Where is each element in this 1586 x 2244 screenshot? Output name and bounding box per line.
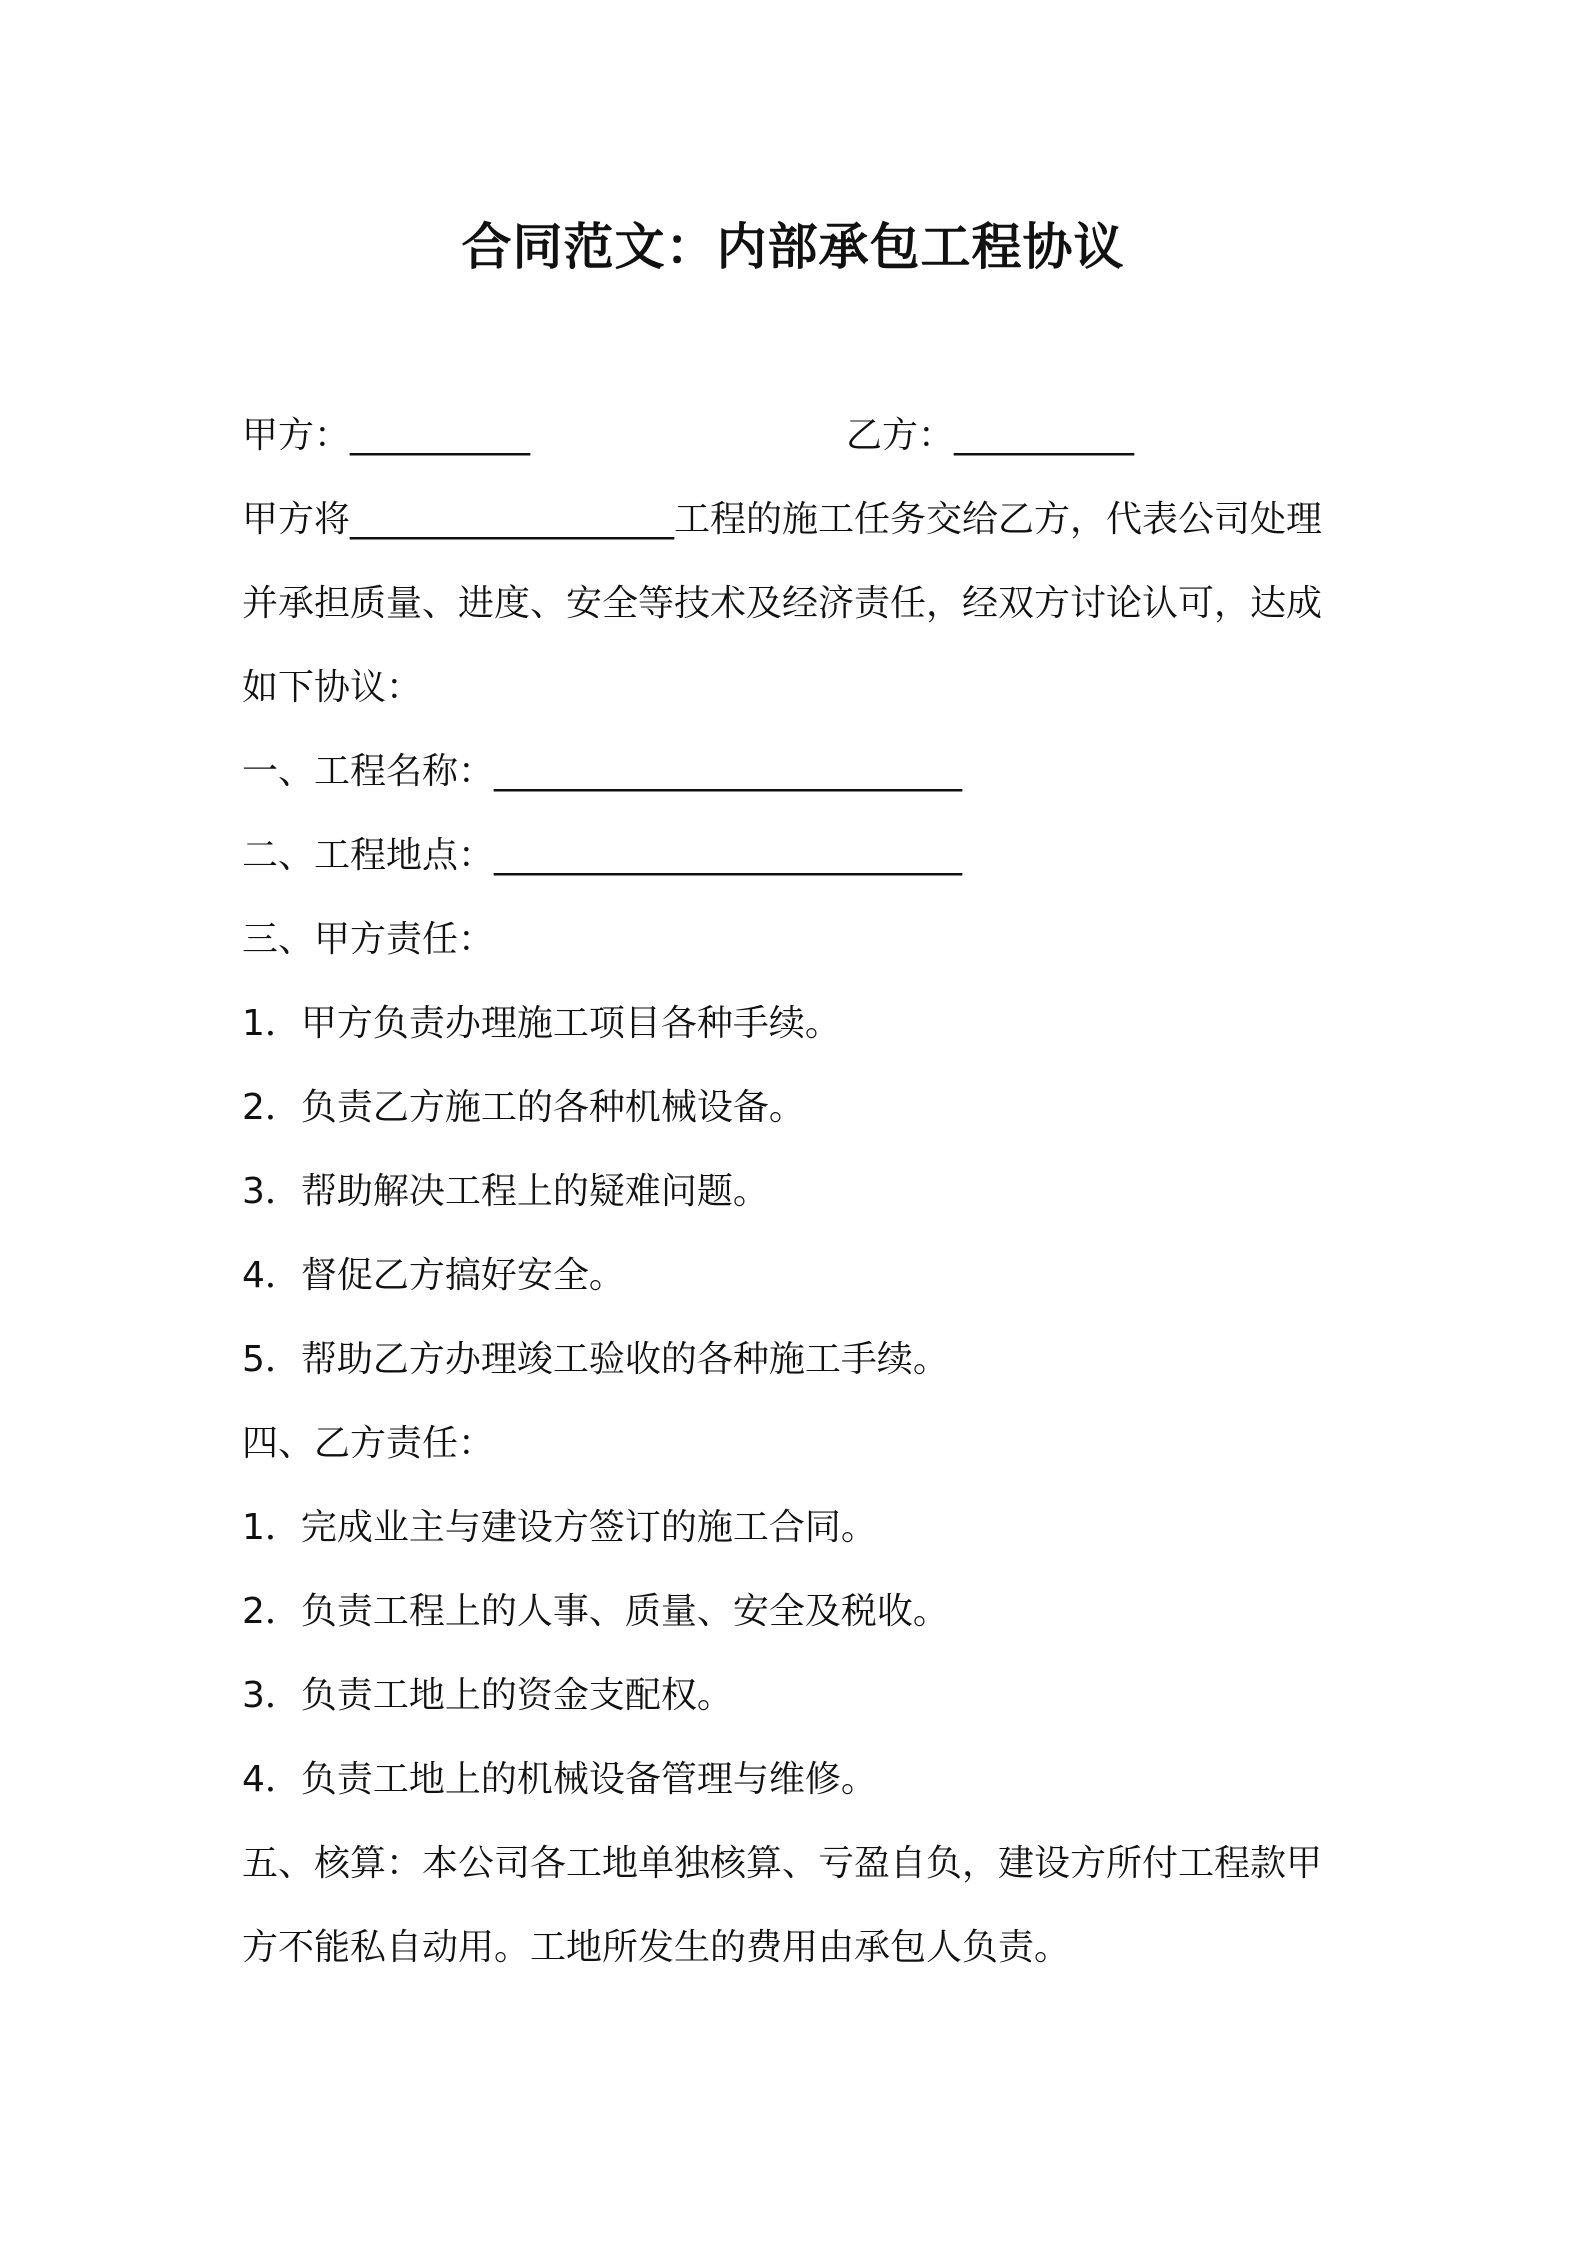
party-a-duty-item: 3．帮助解决工程上的疑难问题。 xyxy=(242,1171,769,1212)
accounting-line-1: 五、核算：本公司各工地单独核算、亏盈自负，建设方所付工程款甲 xyxy=(242,1843,1323,1884)
intro-line-3: 如下协议： xyxy=(242,667,423,708)
intro-line-1: 甲方将__________________工程的施工任务交给乙方，代表公司处理 xyxy=(242,499,1323,540)
party-b-duty-item: 3．负责工地上的资金支配权。 xyxy=(242,1675,733,1716)
party-b-line: 乙方：__________ xyxy=(846,415,1135,456)
party-a-duty-item: 4．督促乙方搞好安全。 xyxy=(242,1255,625,1296)
party-a-duty-item: 2．负责乙方施工的各种机械设备。 xyxy=(242,1087,805,1128)
party-b-duty-item: 2．负责工程上的人事、质量、安全及税收。 xyxy=(242,1591,949,1632)
party-a-duty-item: 5．帮助乙方办理竣工验收的各种施工手续。 xyxy=(242,1339,949,1380)
intro-line-2: 并承担质量、进度、安全等技术及经济责任，经双方讨论认可，达成 xyxy=(242,583,1323,624)
party-a-line: 甲方：__________ xyxy=(242,415,531,456)
party-b-duty-item: 1．完成业主与建设方签订的施工合同。 xyxy=(242,1507,877,1548)
accounting-line-2: 方不能私自动用。工地所发生的费用由承包人负责。 xyxy=(242,1927,1071,1968)
party-a-duty-item: 1．甲方负责办理施工项目各种手续。 xyxy=(242,1003,841,1044)
document-title: 合同范文：内部承包工程协议 xyxy=(461,218,1125,276)
project-name-line: 一、工程名称：__________________________ xyxy=(242,751,963,792)
party-b-duty-item: 4．负责工地上的机械设备管理与维修。 xyxy=(242,1759,877,1800)
project-location-line: 二、工程地点：__________________________ xyxy=(242,835,963,876)
party-b-duties-heading: 四、乙方责任： xyxy=(242,1423,495,1464)
party-a-duties-heading: 三、甲方责任： xyxy=(242,919,495,960)
